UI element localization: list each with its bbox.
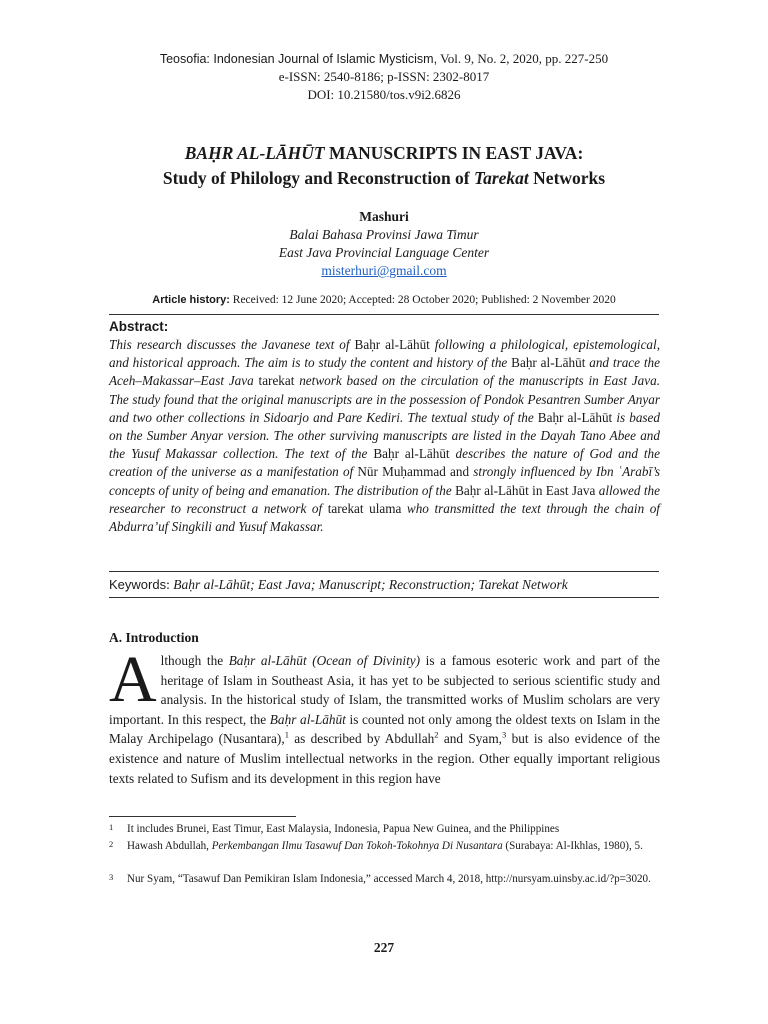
drop-cap: A xyxy=(109,643,157,716)
author-affiliation-1: Balai Bahasa Provinsi Jawa Timur xyxy=(289,227,479,242)
author-email-link[interactable]: misterhuri@gmail.com xyxy=(321,263,447,278)
divider-keywords-bottom xyxy=(109,597,659,598)
article-history xyxy=(0,292,768,308)
journal-citation xyxy=(0,50,768,68)
subtitle-italic: Tarekat xyxy=(474,168,529,188)
keywords-label: Keywords xyxy=(109,577,167,592)
subtitle-part-a: Study of Philology and Reconstruction of xyxy=(162,168,475,188)
journal-volume: Vol. 9, No. 2, 2020, pp. 227-250 xyxy=(437,51,609,66)
abstract-heading: Abstract: xyxy=(109,319,169,334)
author-block xyxy=(0,208,768,280)
journal-name: Teosofia: Indonesian Journal of Islamic Mysticism, xyxy=(159,52,438,66)
keywords-line: Keywords: Baḥr al-Lāhūt; East Java; Manuscript; Reconstruction; Tarekat Network xyxy=(109,577,568,592)
footnote-1: 1 It includes Brunei, East Timur, East Malaysia, Indonesia, Papua New Guinea, and the Philippines xyxy=(109,822,560,835)
footnote-divider xyxy=(109,816,296,817)
abstract-body: This research discusses the Javanese text of Baḥr al-Lāhūt following a philological, epistemological, and historical approach. The aim is to study the content and history of the Baḥr al-Lāhūt and trace the Aceh–Makassar–East Java tarekat network based on the circulation of the manuscripts in East Java. The study found that the original manuscripts are in the possession of Pondok Pesantren Sumber Anyar and two other collections in Sidoarjo and Pare Kediri. The textual study of the Baḥr al-Lāhūt is based on the Sumber Anyar version. The other surviving manuscripts are listed in the Dayah Tano Abee and the Yusuf Makassar collection. The text of the Baḥr al-Lāhūt describes the nature of God and the creation of the universe as a manifestation of Nūr Muḥammad and strongly influenced by Ibn ʿArabī’s concepts of unity of being and emanation. The distribution of the Baḥr al-Lāhūt in East Java allowed the researcher to reconstruct a network of tarekat ulama who transmitted the text through the chain of Abdurra’uf Singkili and Yusuf Makassar. xyxy=(109,337,660,535)
journal-doi: DOI: 10.21580/tos.v9i2.6826 xyxy=(307,87,461,102)
keywords-value: Baḥr al-Lāhūt; East Java; Manuscript; Reconstruction; Tarekat Network xyxy=(173,577,568,592)
history-label: Article history: xyxy=(152,294,230,306)
history-text: Received: 12 June 2020; Accepted: 28 October 2020; Published: 2 November 2020 xyxy=(229,294,616,306)
journal-header xyxy=(0,50,768,104)
author-affiliation-2: East Java Provincial Language Center xyxy=(278,245,490,260)
page-number: 227 xyxy=(373,940,395,955)
title-italic-part: BAḤR AL-LĀHŪT xyxy=(184,143,325,163)
footnote-3: 3 Nur Syam, “Tasawuf Dan Pemikiran Islam Indonesia,” accessed March 4, 2018, http://nursyam.uinsby.ac.id/?p=3020. xyxy=(109,872,651,885)
introduction-paragraph: Although the Baḥr al-Lāhūt (Ocean of Divinity) is a famous esoteric work and part of the heritage of Islam in Southeast Asia, it has yet to be subjected to serious scientific study and analysis. In the historical study of Islam, the transmitted works of Muslim scholars are very important. In this respect, the Baḥr al-Lāhūt is counted not only among the oldest texts on Islam in the Malay Archipelago (Nusantara),$^1$ as described by Abdullah$^2$ and Syam,$^3$ but is also evidence of the existence and nature of Muslim intellectual networks in the region. Other equally important religious texts related to Sufism and its development in this region have xyxy=(109,643,661,786)
author-name: Mashuri xyxy=(359,209,409,224)
footnote-ref-1[interactable]: 1 xyxy=(284,729,289,740)
footnote-2: 2 Hawash Abdullah, Perkembangan Ilmu Tasawuf Dan Tokoh-Tokohnya Di Nusantara (Surabaya: Al-Ikhlas, 1980), 5. xyxy=(109,839,643,852)
subtitle-part-b: Networks xyxy=(528,168,606,188)
paper-title xyxy=(0,141,768,191)
footnote-ref-2[interactable]: 2 xyxy=(434,729,439,740)
section-heading-introduction: A. Introduction xyxy=(109,630,199,645)
footnote-ref-3[interactable]: 3 xyxy=(502,729,507,740)
divider-keywords-top xyxy=(109,571,659,572)
journal-issn: e-ISSN: 2540-8186; p-ISSN: 2302-8017 xyxy=(278,69,490,84)
title-rest: MANUSCRIPTS IN EAST JAVA: xyxy=(324,143,584,163)
divider-top xyxy=(109,314,659,315)
